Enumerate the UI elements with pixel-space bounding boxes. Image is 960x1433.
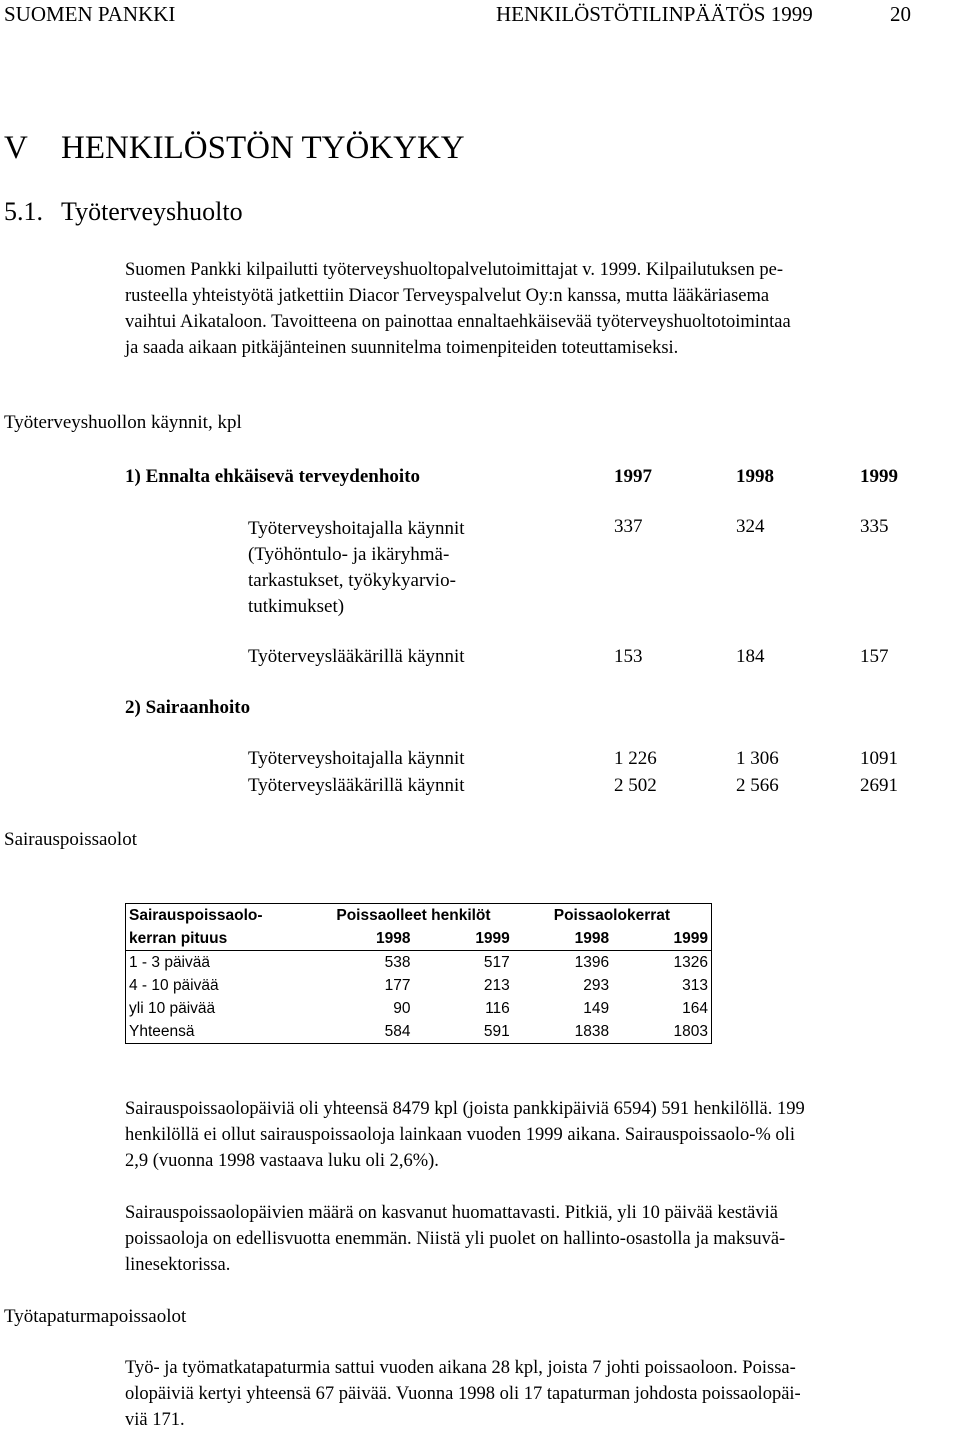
accidents-title: Työtapaturmapoissaolot xyxy=(4,1306,187,1327)
table-header-cell: kerran pituus xyxy=(126,927,315,951)
table-cell: 517 xyxy=(483,954,510,971)
intro-line: Suomen Pankki kilpailutti työterveyshuoltopalvelutoimittajat v. 1999. Kilpailutuksen pe- xyxy=(125,260,784,280)
section-title: Työterveyshuolto xyxy=(61,197,243,226)
table-cell: 177 xyxy=(384,977,411,994)
table-cell: 149 xyxy=(583,1000,610,1017)
header-report: HENKILÖSTÖTILINPÄÄTÖS 1999 xyxy=(496,2,813,26)
year-header-1997: 1997 xyxy=(614,466,652,487)
table-cell: 1838 xyxy=(574,1023,610,1040)
intro-paragraph xyxy=(125,257,791,361)
paragraph-line: Sairauspoissaolopäiviä oli yhteensä 8479 kpl (joista pankkipäiviä 6594) 591 henkilöllä. 199 xyxy=(125,1099,805,1119)
intro-line: ja saada aikaan pitkäjänteinen suunnitelma toimenpiteiden toteuttamiseksi. xyxy=(125,338,679,358)
intro-line: vaihtui Aikataloon. Tavoitteena on painottaa ennaltaehkäisevää työterveyshuoltotoimintaa xyxy=(125,312,791,332)
nurse-visits-1997: 337 xyxy=(614,516,643,537)
paragraph-line: olopäiviä kertyi yhteensä 67 päivää. Vuonna 1998 oli 17 tapaturman johdosta poissaolopäi- xyxy=(125,1384,801,1404)
table-header-cell: Sairauspoissaolo- xyxy=(129,907,263,924)
table-cell: 1803 xyxy=(673,1023,708,1040)
table-cell: yli 10 päivää xyxy=(129,1000,216,1017)
table-row xyxy=(126,951,712,975)
label-line: tarkastukset, työkykyarvio- xyxy=(248,570,456,591)
table-cell: 90 xyxy=(393,1000,411,1017)
section-heading xyxy=(4,197,243,227)
care-nurse-visits-1997: 1 226 xyxy=(614,748,657,769)
table-cell: 1326 xyxy=(673,954,708,971)
paragraph-line: viä 171. xyxy=(125,1410,185,1430)
accidents-paragraph xyxy=(125,1355,801,1433)
paragraph-line: linesektorissa. xyxy=(125,1255,231,1275)
table-cell: 313 xyxy=(682,977,708,994)
table-cell: 591 xyxy=(483,1023,510,1040)
nurse-visits-1998: 324 xyxy=(736,516,765,537)
paragraph-line: Työ- ja työmatkatapaturmia sattui vuoden aikana 28 kpl, joista 7 johti poissaoloon. Poissa- xyxy=(125,1358,796,1378)
sick-leave-paragraph-1 xyxy=(125,1096,805,1174)
doctor-visits-1999: 157 xyxy=(860,646,889,667)
table-cell: 293 xyxy=(583,977,610,994)
table-cell: 1396 xyxy=(574,954,610,971)
preventive-care-title: 1) Ennalta ehkäisevä terveydenhoito xyxy=(125,466,421,487)
care-nurse-visits-1998: 1 306 xyxy=(736,748,779,769)
label-line: tutkimukset) xyxy=(248,596,345,617)
visits-title: Työterveyshuollon käynnit, kpl xyxy=(4,412,242,433)
header-org: SUOMEN PANKKI xyxy=(4,2,176,26)
doctor-visits-1997: 153 xyxy=(614,646,643,667)
chapter-number: V xyxy=(4,130,28,166)
care-nurse-visits-label: Työterveyshoitajalla käynnit xyxy=(248,748,465,769)
table-header-row xyxy=(126,904,712,928)
medical-care-title: 2) Sairaanhoito xyxy=(125,697,251,718)
sick-leave-title: Sairauspoissaolot xyxy=(4,829,137,850)
section-number: 5.1. xyxy=(4,197,43,226)
paragraph-line: Sairauspoissaolopäivien määrä on kasvanut huomattavasti. Pitkiä, yli 10 päivää kestäviä xyxy=(125,1203,778,1223)
label-line: Työterveyshoitajalla käynnit xyxy=(248,518,465,539)
table-header-cell: Poissaolokerrat xyxy=(553,907,671,924)
chapter-title: HENKILÖSTÖN TYÖKYKY xyxy=(61,130,465,166)
table-cell: 1 - 3 päivää xyxy=(129,954,210,971)
table-row xyxy=(126,974,712,997)
intro-line: rusteella yhteistyötä jatkettiin Diacor Terveyspalvelut Oy:n kanssa, mutta lääkäriasema xyxy=(125,286,770,306)
table-header-cell: 1998 xyxy=(513,927,612,951)
chapter-heading xyxy=(4,130,465,167)
table-cell: Yhteensä xyxy=(129,1023,195,1040)
table-cell: 584 xyxy=(384,1023,411,1040)
paragraph-line: 2,9 (vuonna 1998 vastaava luku oli 2,6%). xyxy=(125,1151,439,1171)
label-line: (Työhöntulo- ja ikäryhmä- xyxy=(248,544,450,565)
table-cell: 213 xyxy=(483,977,510,994)
table-header-cell: Poissaolleet henkilöt xyxy=(336,907,491,924)
care-nurse-visits-1999: 1091 xyxy=(860,748,898,769)
table-cell: 164 xyxy=(682,1000,708,1017)
table-header-cell: 1999 xyxy=(612,927,711,951)
nurse-visits-label xyxy=(248,516,465,620)
table-row xyxy=(126,997,712,1020)
care-doctor-visits-1998: 2 566 xyxy=(736,775,779,796)
header-page-number: 20 xyxy=(890,2,911,26)
table-cell: 116 xyxy=(485,1000,510,1017)
year-header-1999: 1999 xyxy=(860,466,898,487)
sick-leave-paragraph-2 xyxy=(125,1200,785,1278)
table-cell: 538 xyxy=(384,954,411,971)
table-row xyxy=(126,1020,712,1044)
doctor-visits-1998: 184 xyxy=(736,646,765,667)
table-cell: 4 - 10 päivää xyxy=(129,977,219,994)
table-header-cell: 1998 xyxy=(314,927,413,951)
year-header-1998: 1998 xyxy=(736,466,774,487)
care-doctor-visits-label: Työterveyslääkärillä käynnit xyxy=(248,775,465,796)
table-header-cell: 1999 xyxy=(413,927,512,951)
table-header-row xyxy=(126,927,712,951)
paragraph-line: henkilöllä ei ollut sairauspoissaoloja lainkaan vuoden 1999 aikana. Sairauspoissaolo-% oli xyxy=(125,1125,795,1145)
doctor-visits-label: Työterveyslääkärillä käynnit xyxy=(248,646,465,667)
care-doctor-visits-1999: 2691 xyxy=(860,775,898,796)
sick-leave-table xyxy=(125,903,712,1044)
care-doctor-visits-1997: 2 502 xyxy=(614,775,657,796)
paragraph-line: poissaoloja on edellisvuotta enemmän. Niistä yli puolet on hallinto-osastolla ja maksuvä- xyxy=(125,1229,786,1249)
nurse-visits-1999: 335 xyxy=(860,516,889,537)
